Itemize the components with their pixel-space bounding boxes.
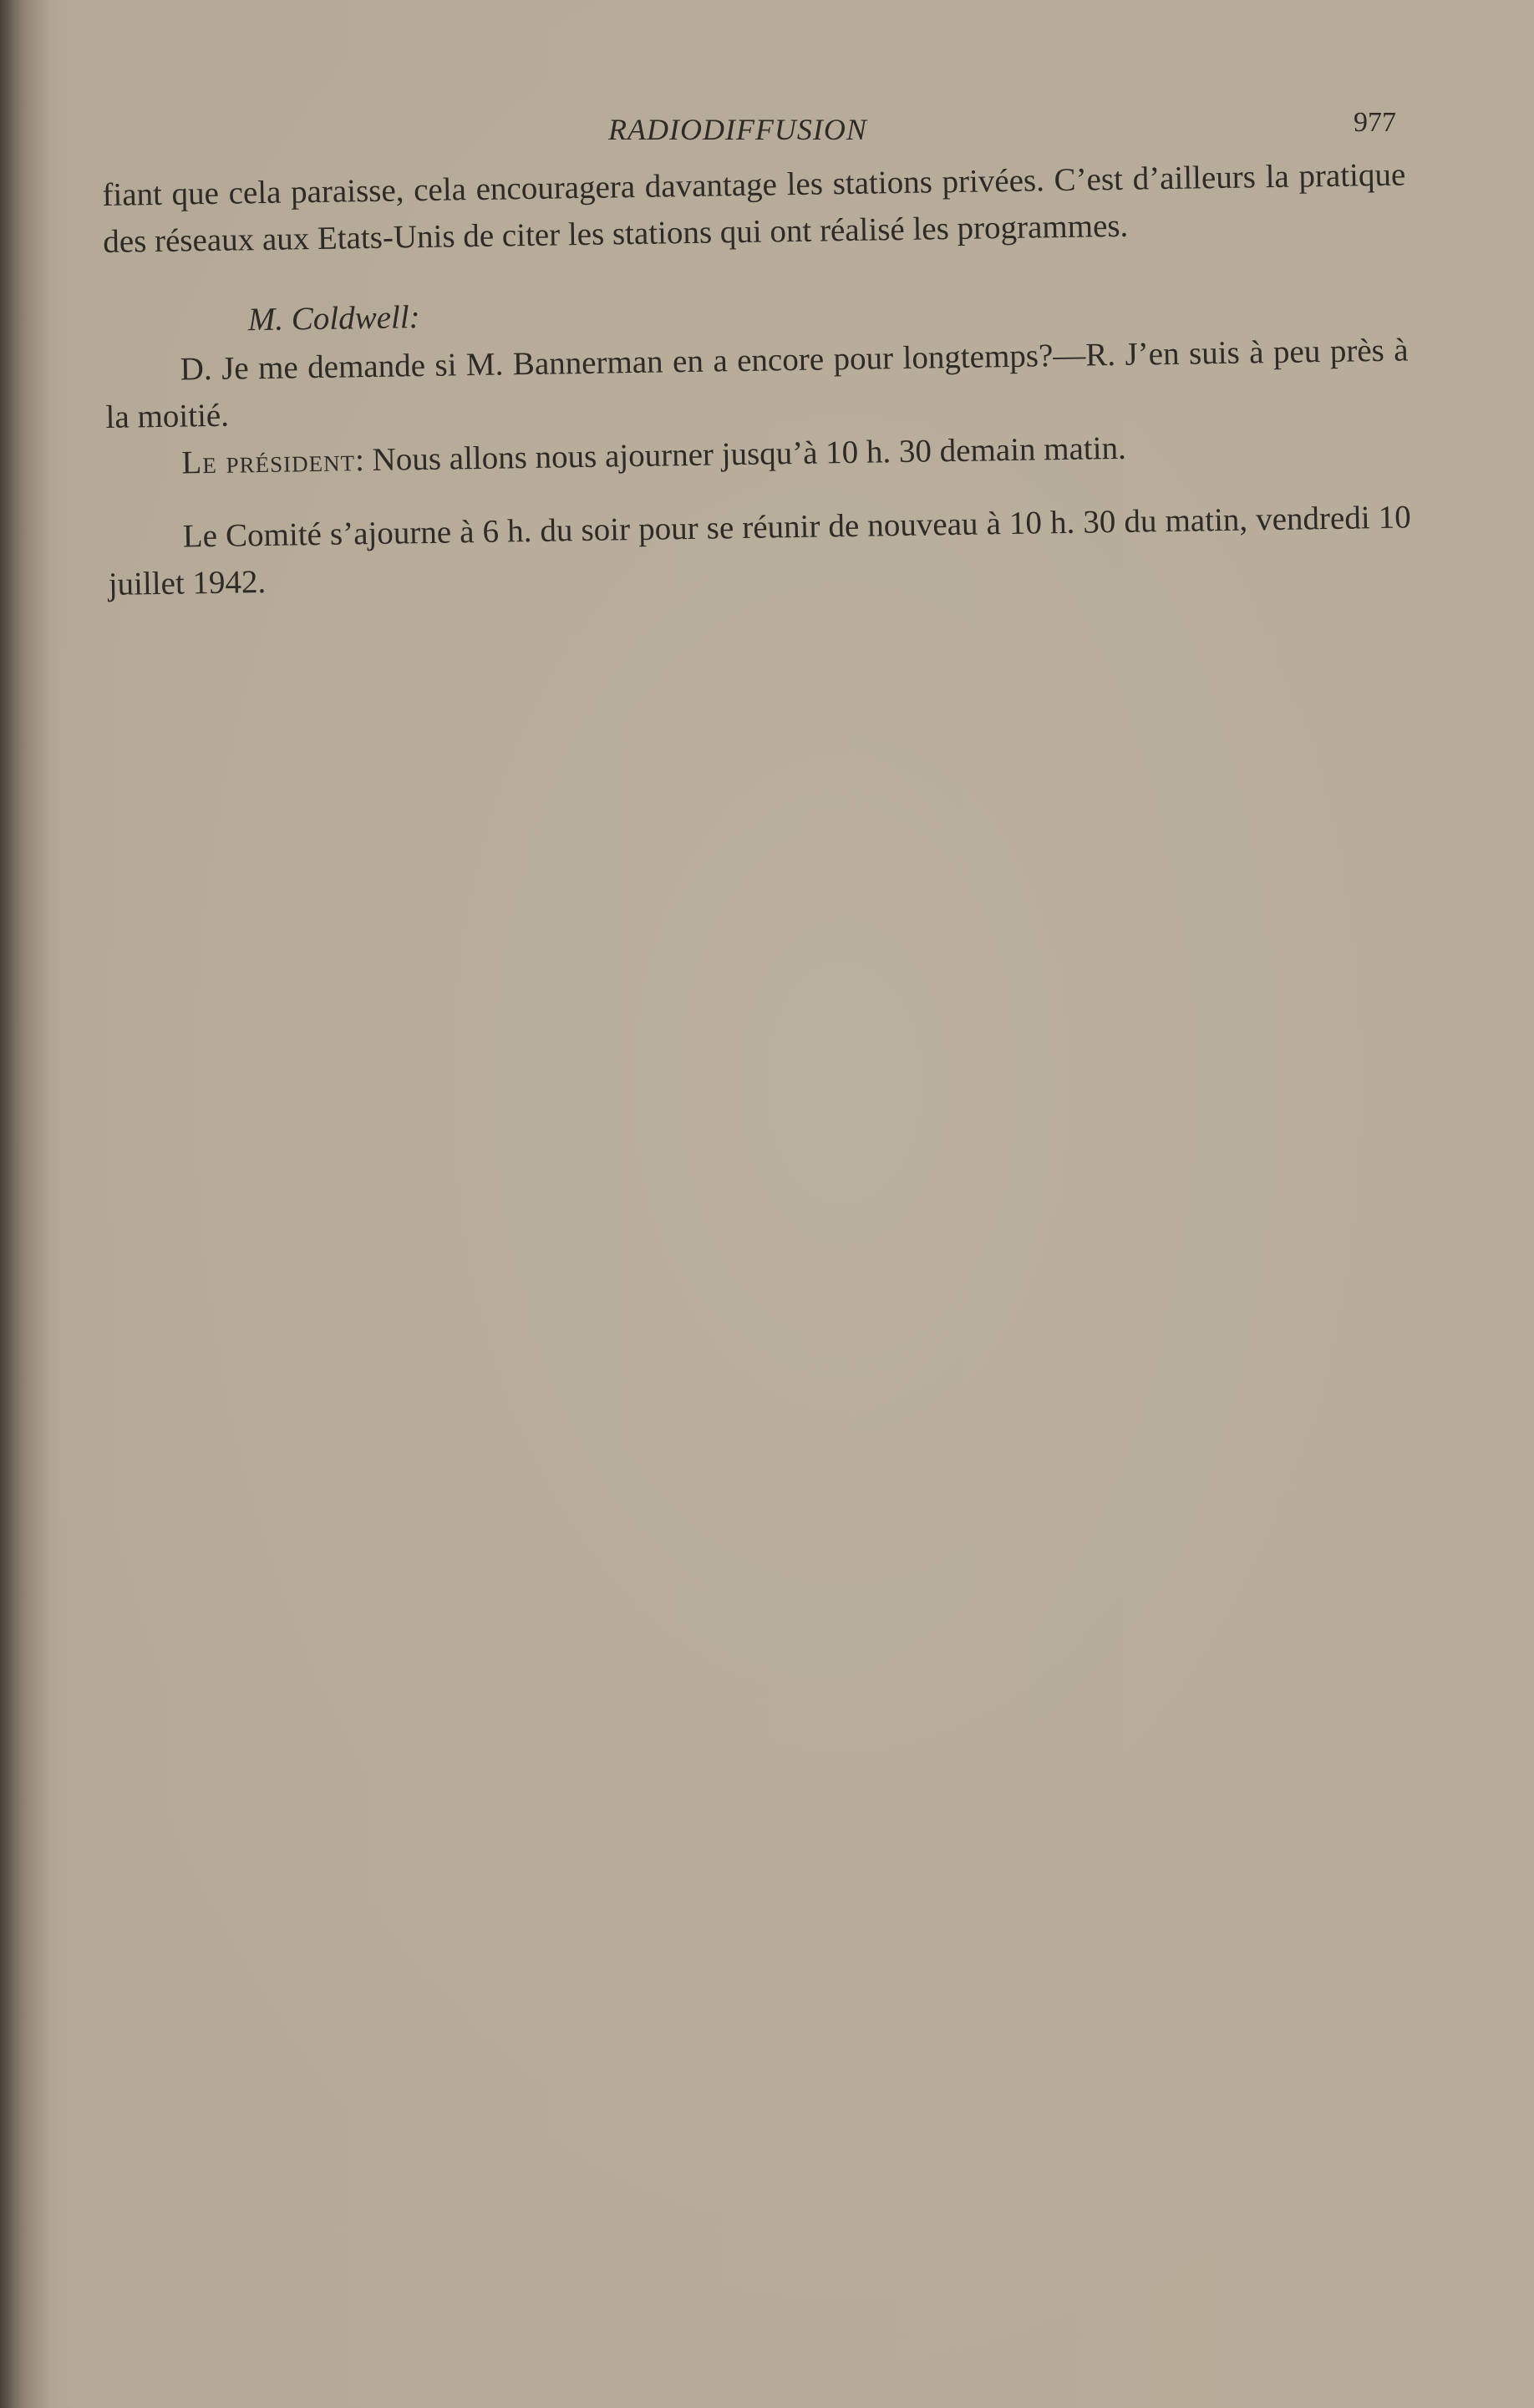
binding-shadow xyxy=(0,0,50,2408)
running-title: RADIODIFFUSION xyxy=(608,113,867,146)
page-header xyxy=(0,107,1534,157)
body-text xyxy=(102,151,1412,607)
president-label: Le président xyxy=(181,442,356,481)
president-statement: : Nous allons nous ajourner jusqu’à 10 h. 30 demain matin. xyxy=(354,429,1127,479)
paragraph-adjournment: Le Comité s’ajourne à 6 h. du soir pour se réunir de nouveau à 10 h. 30 du matin, vendredi 10 juillet 1942. xyxy=(108,499,1412,602)
paragraph-question-answer: D. Je me demande si M. Bannerman en a encore pour longtemps?—R. J’en suis à peu près à la moitié. xyxy=(105,332,1409,435)
page-number: 977 xyxy=(1354,107,1396,138)
speaker-heading: M. Coldwell: xyxy=(247,299,420,338)
paragraph-continuation: fiant que cela paraisse, cela encouragera davantage les stations privées. C’est d’ailleurs la pratique des réseaux aux Etats-Unis de citer les stations qui ont réalisé les programmes. xyxy=(102,156,1406,260)
